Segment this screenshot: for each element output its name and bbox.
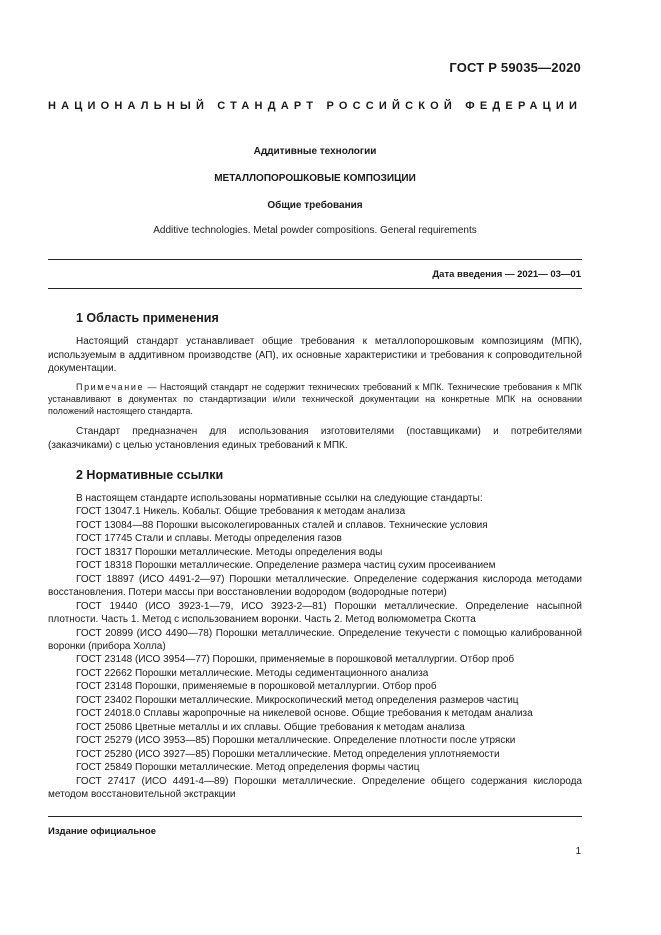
official-edition-label: Издание официальное (48, 826, 156, 837)
section-1-paragraph-1: Настоящий стандарт устанавливает общие требования к металлопорошковым композициям (МПК), используемым в аддитивном производстве (АП), их основные характеристики и требования к сопроводительной документации. (48, 336, 582, 374)
reference-item: ГОСТ 25086 Цветные металлы и их сплавы. Общие требования к методам анализа (76, 721, 465, 733)
title-line-1: Аддитивные технологии (253, 146, 377, 157)
gost-number: ГОСТ Р 59035—2020 (449, 60, 581, 75)
title-line-2: МЕТАЛЛОПОРОШКОВЫЕ КОМПОЗИЦИИ (214, 173, 416, 184)
section-1-note (48, 381, 582, 418)
reference-item: ГОСТ 19440 (ИСО 3923-1—79, ИСО 3923-2—81) Порошки металлические. Определение насыпной плотности. Часть 1. Метод с использованием воронки. Часть 2. Метод волюмометра Скотта (48, 600, 582, 626)
reference-item: ГОСТ 23148 (ИСО 3954—77) Порошки, применяемые в порошковой металлургии. Отбор проб (76, 654, 515, 666)
page-number: 1 (575, 846, 581, 857)
reference-item: ГОСТ 13047.1 Никель. Кобальт. Общие требования к методам анализа (76, 506, 406, 518)
reference-item: ГОСТ 22662 Порошки металлические. Методы седиментационного анализа (76, 667, 429, 679)
section-1-paragraph-2: Стандарт предназначен для использования изготовителями (поставщиками) и потребителями (заказчиками) с целью установления единых требований к МПК. (48, 426, 582, 451)
reference-item: ГОСТ 25849 Порошки металлические. Метод определения формы частиц (76, 762, 420, 774)
reference-item: ГОСТ 25280 (ИСО 3927—85) Порошки металлические. Метод определения уплотняемости (76, 748, 500, 760)
reference-item: ГОСТ 23148 Порошки, применяемые в порошковой металлургии. Отбор проб (76, 681, 437, 693)
reference-item: ГОСТ 24018.0 Сплавы жаропрочные на никелевой основе. Общие требования к методам анализа (76, 708, 533, 720)
reference-item: ГОСТ 20899 (ИСО 4490—78) Порошки металлические. Определение текучести с помощью калиброванной воронки (прибора Холла) (48, 627, 582, 652)
reference-item: ГОСТ 18317 Порошки металлические. Методы определения воды (76, 546, 383, 558)
english-title: Additive technologies. Metal powder compositions. General requirements (153, 225, 477, 236)
section-2-heading: 2 Нормативные ссылки (76, 468, 224, 482)
reference-item: ГОСТ 18318 Порошки металлические. Определение размера частиц сухим просеиванием (76, 560, 496, 572)
references-list (48, 492, 582, 801)
section-1-heading: 1 Область применения (76, 311, 219, 325)
reference-item: ГОСТ 17745 Стали и сплавы. Методы определения газов (76, 533, 342, 545)
reference-item: ГОСТ 27417 (ИСО 4491-4—89) Порошки металлические. Определение общего содержания кислорода методом восстановительной экстракции (48, 775, 582, 800)
divider-top (48, 259, 582, 260)
national-standard-banner: НАЦИОНАЛЬНЫЙ СТАНДАРТ РОССИЙСКОЙ ФЕДЕРАЦИИ (48, 100, 583, 112)
divider-footer (48, 816, 582, 817)
reference-item: ГОСТ 13084—88 Порошки высоколегированных сталей и сплавов. Технические условия (76, 519, 488, 531)
reference-intro: В настоящем стандарте использованы нормативные ссылки на следующие стандарты: (76, 493, 483, 504)
note-text: — Настоящий стандарт не содержит технических требований к МПК. Технические требования к МПК устанавливают в документах по стандартизации и/или технической документации на конкретные МПК на основании положений настоящего стандарта. (48, 382, 582, 417)
note-label: Примечание (76, 382, 145, 392)
title-line-3: Общие требования (267, 200, 363, 211)
divider-date (48, 288, 582, 289)
reference-item: ГОСТ 18897 (ИСО 4491-2—97) Порошки металлические. Определение содержания кислорода методами восстановления. Потери массы при восстановлении водородом (водородные потери) (48, 573, 582, 599)
reference-item: ГОСТ 23402 Порошки металлические. Микроскопический метод определения размеров частиц (76, 694, 519, 706)
reference-item: ГОСТ 25279 (ИСО 3953—85) Порошки металлические. Определение плотности после утряски (76, 735, 516, 747)
intro-date: Дата введения — 2021— 03—01 (432, 269, 581, 280)
